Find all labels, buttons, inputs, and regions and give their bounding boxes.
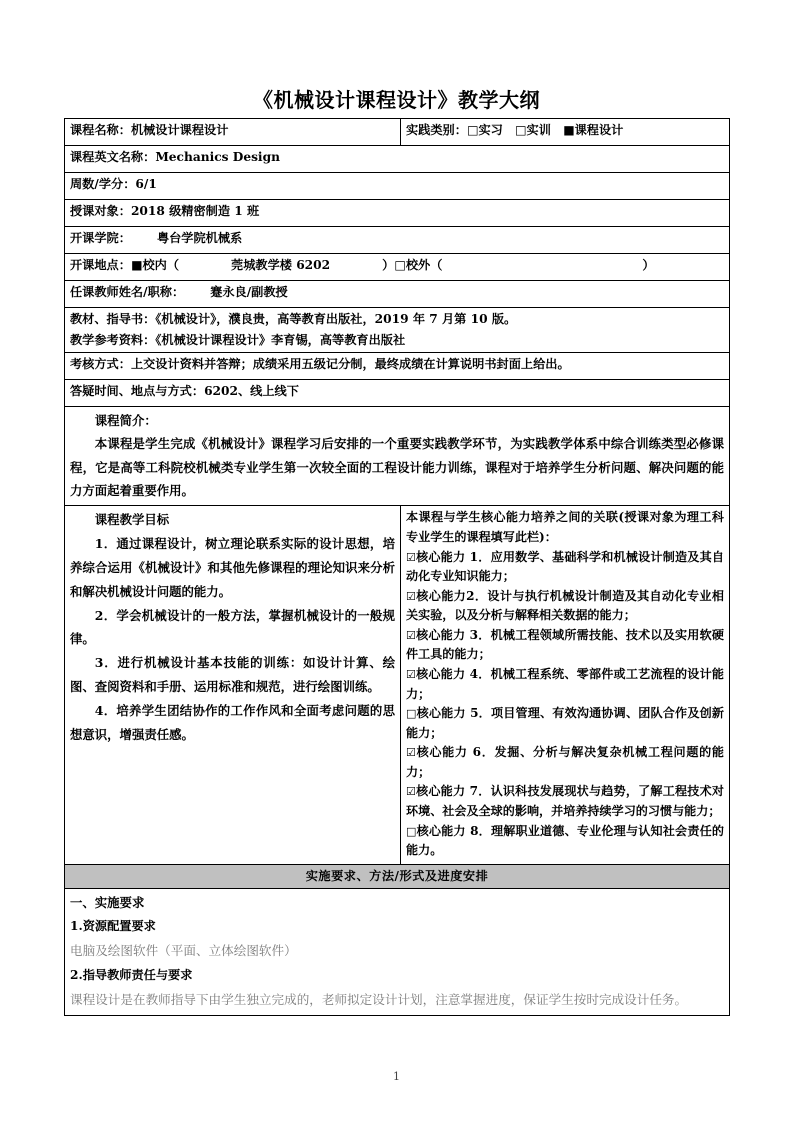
implementation-cell [65,889,730,1016]
core-ability-6 [406,743,724,782]
english-name-value: Mechanics Design [155,150,280,164]
core-ability-1 [406,548,724,587]
table-row-college [65,227,730,254]
implementation-section-heading: 一、实施要求 [70,895,145,911]
course-name-cell [65,119,401,146]
table-row-location [65,254,730,281]
english-name-cell [65,146,730,173]
qa-cell [65,380,730,407]
weeks-credits-cell [65,173,730,200]
checkbox-icon-ability-7[interactable]: ☑ [406,785,416,799]
location-offcampus-checkbox[interactable]: □校外（ [394,258,443,272]
english-name-label: 课程英文名称： [70,150,156,164]
teacher-value: 蹇永良/副教授 [210,285,288,299]
table-row-intro [65,407,730,506]
table-row-reference [65,330,730,353]
core-ability-5 [406,704,724,743]
assessment-label: 考核方式： [70,357,131,372]
goal-item-4: 4．培养学生团结协作的工作作风和全面考虑问题的思想意识，增强责任感。 [70,702,395,742]
college-cell [65,227,730,254]
checkbox-icon-ability-6[interactable]: ☑ [406,746,416,760]
college-value: 粤台学院机械系 [156,231,243,245]
table-row-goals-abilities [65,506,730,864]
course-name-value: 机械设计课程设计 [130,123,229,137]
table-row-banner [65,864,730,889]
audience-label: 授课对象： [70,204,131,218]
table-row-assessment [65,353,730,380]
page-number: 1 [393,1070,400,1083]
core-ability-2 [406,587,724,626]
checkbox-icon-ability-4[interactable]: ☑ [406,667,416,681]
goals-heading: 课程教学目标 [94,512,170,528]
teacher-cell [65,281,730,308]
core-ability-8 [406,822,724,861]
checkbox-icon-ability-3[interactable]: ☑ [406,628,416,642]
location-label: 开课地点： [70,258,131,272]
core-ability-3 [406,626,724,665]
table-row-audience [65,200,730,227]
core-ability-8-text: 核心能力 8．理解职业道德、专业伦理与认知社会责任的能力。 [406,823,724,858]
practice-type-label: 实践类别： [406,123,467,137]
core-ability-4-text: 核心能力 4．机械工程系统、零部件或工艺流程的设计能力； [406,666,724,701]
checkbox-icon-ability-8[interactable]: □ [406,824,417,838]
textbook-cell [65,308,730,330]
page-title: 《机械设计课程设计》教学大纲 [253,88,540,112]
table-row-teacher [65,281,730,308]
textbook-value: 《机械设计》，濮良贵，高等教育出版社，2019 年 7 月第 10 版。 [155,312,517,326]
core-ability-7 [406,782,724,821]
core-ability-6-text: 核心能力 6．发掘、分析与解决复杂机械工程问题的能力； [406,745,724,779]
college-label: 开课学院： [70,231,131,245]
syllabus-table [64,118,730,1016]
goal-item-1: 1．通过课程设计，树立理论联系实际的设计思想，培养综合运用《机械设计》和其他先修课程的理论知识来分析和解决机械设计问题的能力。 [70,536,395,599]
intro-cell [65,407,730,506]
practice-type-cell [401,119,730,146]
reference-label: 教学参考资料： [70,332,156,347]
core-ability-4 [406,665,724,704]
audience-cell [65,200,730,227]
assessment-value: 上交设计资料并答辩；成绩采用五级记分制，最终成绩在计算说明书封面上给出。 [130,357,570,372]
intro-body: 本课程是学生完成《机械设计》课程学习后安排的一个重要实践教学环节，为实践教学体系中综合训练类型必修课程，它是高等工科院校机械类专业学生第一次较全面的工程设计能力训练，课程对于培养学生分析问题、解决问题的能力方面起着重要作用。 [70,436,724,499]
qa-label: 答疑时间、地点与方式： [70,384,205,399]
qa-value: 6202、线上线下 [204,384,299,399]
goals-cell [65,506,401,864]
implementation-sub2-body: 课程设计是在教师指导下由学生独立完成的，老师拟定设计计划，注意掌握进度，保证学生按时完成设计任务。 [70,991,688,1007]
assessment-cell [65,353,730,380]
audience-value: 2018 级精密制造 1 班 [130,204,260,218]
checkbox-icon-ability-5[interactable]: □ [406,707,417,721]
core-ability-2-text: 核心能力2．设计与执行机械设计制造及其自动化专业相关实验，以及分析与解释相关数据的能力； [406,588,724,623]
implementation-sub1-body: 电脑及绘图软件（平面、立体绘图软件） [70,943,297,959]
location-offcampus-close: ） [642,258,655,272]
location-cell [65,254,730,281]
core-ability-3-text: 核心能力 3．机械工程领域所需技能、技术以及实用软硬件工具的能力； [406,627,724,662]
table-row-qa [65,380,730,407]
table-row-textbook [65,308,730,330]
core-ability-7-text: 核心能力 7．认识科技发展现状与趋势，了解工程技术对环境、社会及全球的影响，并培养持续学习的习惯与能力； [406,784,724,819]
core-ability-5-text: 核心能力 5．项目管理、有效沟通协调、团队合作及创新能力； [406,706,724,740]
table-row-english-name [65,146,730,173]
implementation-banner: 实施要求、方法/形式及进度安排 [65,864,730,889]
goal-item-3: 3．进行机械设计基本技能的训练：如设计计算、绘图、查阅资料和手册、运用标准和规范，进行绘图训练。 [70,655,395,695]
table-row-implementation [65,889,730,1016]
goal-item-2: 2．学会机械设计的一般方法，掌握机械设计的一般规律。 [70,607,395,647]
teacher-label: 任课教师姓名/职称： [70,285,185,299]
course-name-label: 课程名称： [70,123,131,137]
core-abilities-cell [401,506,730,864]
checkbox-icon-ability-2[interactable]: ☑ [406,589,416,603]
practice-type-options[interactable]: □实习 □实训 ■课程设计 [466,123,624,137]
location-oncampus-close: ） [382,258,395,272]
location-oncampus-value: 莞城教学楼 6202 [231,258,331,272]
checkbox-icon-ability-1[interactable]: ☑ [406,550,416,564]
weeks-credits-label: 周数/学分： [70,177,136,191]
reference-value: 《机械设计课程设计》李育锡，高等教育出版社 [155,332,406,347]
intro-heading: 课程简介： [94,413,157,429]
core-abilities-lead: 本课程与学生核心能力培养之间的关联(授课对象为理工科专业学生的课程填写此栏)： [406,510,724,544]
core-ability-1-text: 核心能力 1．应用数学、基础科学和机械设计制造及其自动化专业知识能力； [406,549,724,584]
weeks-credits-value: 6/1 [135,177,157,191]
table-row-course-name [65,119,730,146]
implementation-sub2-heading: 2.指导教师责任与要求 [70,967,193,982]
location-oncampus-checkbox[interactable]: ■校内（ [130,258,180,272]
implementation-sub1-heading: 1.资源配置要求 [70,919,156,934]
table-row-weeks-credits [65,173,730,200]
reference-cell [65,330,730,353]
textbook-label: 教材、指导书： [70,312,156,326]
